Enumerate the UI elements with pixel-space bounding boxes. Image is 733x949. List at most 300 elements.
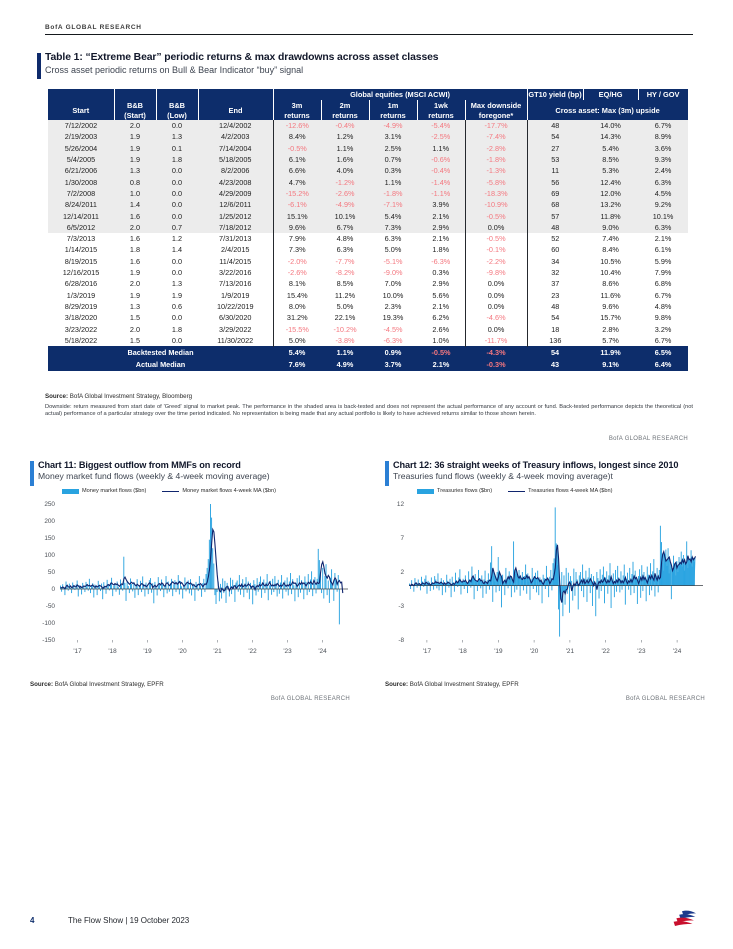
bar	[97, 589, 98, 595]
cell-r2m: -4.9%	[321, 199, 369, 210]
bar	[309, 589, 310, 592]
cell-gt10: 27	[527, 143, 583, 154]
page-number: 4	[30, 916, 35, 925]
y-tick-label: 7	[400, 535, 404, 543]
chart-11-source	[30, 681, 164, 688]
bar	[158, 577, 159, 589]
cell-gt10: 136	[527, 335, 583, 347]
bar	[193, 586, 194, 589]
legend-label-line: Treasuries flows 4-week MA ($bn)	[528, 488, 613, 494]
bar	[413, 586, 414, 592]
cell-maxdown: -0.5%	[465, 211, 527, 222]
cell-hygov: 6.3%	[638, 222, 688, 233]
cell-bb-low: 0.0	[156, 335, 198, 347]
bar	[637, 586, 638, 604]
bar	[123, 557, 124, 589]
cell-start: 7/12/2002	[48, 120, 114, 131]
cell-r1m: -4.5%	[369, 324, 417, 335]
bar	[116, 589, 117, 592]
bar	[271, 589, 272, 595]
x-tick-label: '22	[248, 648, 257, 655]
cell-maxdown: -2.8%	[465, 143, 527, 154]
table-footnote: Downside: return measured from start date of 'Greed' signal to market peak. The performance in the shaded area is back-tested and does not represent the actual performance of any account or fund. Back-tested performance depicts the theoretical (not actual) performance of a particular strategy over the time period indicated. No representation is being made that any actual portfolio is likely to have achieved returns similar to those shown herein.	[45, 403, 693, 417]
bar	[451, 586, 452, 598]
title-accent-bar	[37, 53, 41, 79]
cell-bb-start: 0.8	[114, 177, 156, 188]
cell-bb-low: 0.0	[156, 312, 198, 323]
bar	[599, 586, 600, 599]
cell-r2m: -3.8%	[321, 335, 369, 347]
bar	[649, 586, 650, 596]
cell-r2m: 5.0%	[321, 301, 369, 312]
x-tick-label: '22	[601, 648, 610, 655]
bar	[212, 548, 213, 589]
cell-start: 8/19/2015	[48, 256, 114, 267]
cell-maxdown: -4.6%	[465, 312, 527, 323]
x-tick-label: '24	[672, 648, 682, 655]
legend-label-bars: Treasuries flows ($bn)	[437, 488, 493, 494]
bar	[246, 577, 247, 589]
bar	[630, 586, 631, 596]
table-row	[48, 267, 688, 278]
cell-hygov: 3.6%	[638, 143, 688, 154]
cell-bb-start: 2.0	[114, 278, 156, 289]
bar	[129, 589, 130, 593]
cell-r3m: -0.5%	[273, 143, 321, 154]
bar	[480, 586, 481, 589]
bar	[184, 577, 185, 589]
bar	[526, 586, 527, 594]
bar	[128, 586, 129, 589]
bar	[167, 589, 168, 593]
col-bb-low: B&B (Low)	[156, 100, 198, 120]
bar	[310, 579, 311, 589]
chart-11	[30, 460, 350, 708]
bar	[523, 586, 524, 591]
bar	[231, 589, 232, 594]
bar	[191, 589, 192, 595]
cell-eqhg: 12.4%	[583, 177, 638, 188]
bar	[486, 586, 487, 594]
table-body	[48, 120, 688, 346]
bar	[93, 589, 94, 598]
cell-gt10: 34	[527, 256, 583, 267]
bar	[319, 560, 320, 589]
cell-r2m: 1.2%	[321, 131, 369, 142]
bar	[157, 589, 158, 595]
cell-bb-low: 1.2	[156, 233, 198, 244]
median-maxdown: -4.3%	[465, 347, 527, 360]
bar	[268, 589, 269, 600]
y-tick-label: -150	[42, 637, 55, 645]
bar	[273, 589, 274, 592]
running-head: BofA GLOBAL RESEARCH	[45, 24, 142, 31]
cell-eqhg: 15.7%	[583, 312, 638, 323]
bar	[134, 589, 135, 598]
cell-bb-start: 1.3	[114, 301, 156, 312]
x-tick-label: '17	[73, 648, 82, 655]
cell-bb-start: 2.0	[114, 324, 156, 335]
bar	[587, 586, 588, 602]
table-row	[48, 211, 688, 222]
cell-r3m: -12.6%	[273, 120, 321, 131]
cell-eqhg: 11.6%	[583, 290, 638, 301]
chart-11-source-label: Source:	[30, 681, 54, 688]
bar	[106, 589, 107, 594]
table-row	[48, 199, 688, 210]
table-source-block	[45, 393, 693, 418]
bar	[508, 586, 509, 589]
col-2m-returns: 2m returns	[321, 100, 369, 120]
bar	[574, 586, 575, 596]
cell-gt10: 48	[527, 120, 583, 131]
bar	[642, 586, 643, 591]
cell-bb-start: 1.9	[114, 131, 156, 142]
cell-bb-low: 0.0	[156, 256, 198, 267]
bar	[651, 586, 652, 591]
cell-r3m: 7.3%	[273, 244, 321, 255]
bar	[331, 569, 332, 589]
cell-end: 4/23/2008	[198, 177, 273, 188]
x-tick-label: '21	[565, 648, 575, 655]
bar	[203, 579, 204, 589]
cell-end: 5/18/2005	[198, 154, 273, 165]
y-tick-label: 250	[44, 501, 55, 509]
bar	[224, 581, 225, 589]
bar	[252, 589, 253, 604]
cell-r1m: -5.1%	[369, 256, 417, 267]
cell-r3m: 31.2%	[273, 312, 321, 323]
cell-r1m: 5.0%	[369, 244, 417, 255]
cell-start: 12/14/2011	[48, 211, 114, 222]
table-row	[48, 312, 688, 323]
bar	[514, 586, 515, 593]
bar	[313, 584, 314, 589]
cell-r1wk: 2.9%	[417, 278, 465, 289]
cell-r3m: 9.6%	[273, 222, 321, 233]
cell-r3m: -6.1%	[273, 199, 321, 210]
bar	[489, 586, 490, 590]
y-tick-label: 2	[400, 569, 404, 577]
bar	[256, 589, 257, 595]
group-gt10-yield: GT10 yield (bp)	[528, 90, 582, 99]
cell-bb-start: 1.6	[114, 211, 156, 222]
bar	[333, 589, 334, 601]
cell-bb-start: 1.9	[114, 267, 156, 278]
cell-gt10: 56	[527, 177, 583, 188]
chart-12-source	[385, 681, 519, 688]
group-hy-gov: HY / GOV	[638, 89, 688, 100]
bar	[558, 586, 559, 610]
bar	[188, 581, 189, 590]
cell-bb-low: 1.8	[156, 324, 198, 335]
bar	[249, 589, 250, 599]
cell-maxdown: 0.0%	[465, 324, 527, 335]
line-swatch-icon	[508, 491, 525, 492]
line-swatch-icon	[162, 491, 179, 492]
table-column-header-row	[48, 100, 688, 120]
cell-r2m: -0.4%	[321, 120, 369, 131]
bar	[297, 578, 298, 589]
median-label: Backtested Median	[48, 347, 273, 360]
source-text: BofA Global Investment Strategy, Bloomberg	[68, 393, 193, 400]
bar	[234, 589, 235, 602]
bar	[324, 576, 325, 589]
bar	[82, 583, 83, 589]
bar	[551, 586, 552, 591]
bar	[640, 586, 641, 598]
cell-end: 7/18/2012	[198, 222, 273, 233]
median-row	[48, 359, 688, 371]
bar	[282, 589, 283, 599]
bar	[595, 586, 596, 617]
x-tick-label: '23	[637, 648, 646, 655]
cell-gt10: 54	[527, 312, 583, 323]
group-global-equities: Global equities (MSCI ACWI)	[273, 89, 527, 100]
bar	[151, 589, 152, 593]
col-max-downside-foregone: Max downside foregone*	[465, 100, 527, 120]
cell-eqhg: 12.0%	[583, 188, 638, 199]
bar	[583, 586, 584, 598]
cell-bb-low: 1.9	[156, 290, 198, 301]
cell-r3m: 8.4%	[273, 131, 321, 142]
bar	[293, 585, 294, 589]
chart-11-accent-bar	[30, 461, 34, 486]
cell-bb-low: 1.8	[156, 154, 198, 165]
cell-start: 7/3/2013	[48, 233, 114, 244]
cell-r2m: 6.7%	[321, 222, 369, 233]
cell-start: 5/18/2022	[48, 335, 114, 347]
x-tick-label: '20	[529, 648, 539, 655]
bar	[592, 586, 593, 606]
table-row	[48, 120, 688, 131]
table-row	[48, 290, 688, 301]
cell-gt10: 60	[527, 244, 583, 255]
cell-end: 8/2/2006	[198, 165, 273, 176]
y-tick-label: 100	[44, 552, 55, 560]
x-tick-label: '18	[458, 648, 467, 655]
cell-hygov: 2.4%	[638, 165, 688, 176]
cell-start: 6/28/2016	[48, 278, 114, 289]
cell-start: 8/29/2019	[48, 301, 114, 312]
cell-end: 1/9/2019	[198, 290, 273, 301]
chart-12-source-label: Source:	[385, 681, 409, 688]
median-row	[48, 347, 688, 360]
bar	[201, 589, 202, 597]
bar	[312, 589, 313, 596]
cell-hygov: 10.1%	[638, 211, 688, 222]
cell-end: 7/14/2004	[198, 143, 273, 154]
col-bb-start: B&B (Start)	[114, 100, 156, 120]
cell-r3m: 6.1%	[273, 154, 321, 165]
bar	[207, 568, 208, 589]
bar	[290, 573, 291, 589]
cell-r1m: 0.7%	[369, 154, 417, 165]
cell-bb-start: 1.6	[114, 256, 156, 267]
median-r1m: 3.7%	[369, 359, 417, 371]
cell-r1wk: 1.8%	[417, 244, 465, 255]
cell-end: 4/2/2003	[198, 131, 273, 142]
bar	[292, 579, 293, 589]
bar	[119, 589, 120, 595]
cell-r2m: -2.6%	[321, 188, 369, 199]
bar	[433, 586, 434, 590]
chart-12-header	[385, 460, 705, 481]
bar	[561, 572, 562, 586]
cell-bb-low: 0.7	[156, 222, 198, 233]
cell-r3m: 15.1%	[273, 211, 321, 222]
y-tick-label: 200	[44, 518, 55, 526]
cell-maxdown: -7.4%	[465, 131, 527, 142]
cell-r1m: 0.3%	[369, 165, 417, 176]
bar	[581, 586, 582, 591]
cell-bb-start: 1.9	[114, 143, 156, 154]
cell-eqhg: 7.4%	[583, 233, 638, 244]
bar	[461, 586, 462, 595]
bar	[611, 586, 612, 608]
bar	[159, 585, 160, 589]
cell-maxdown: 0.0%	[465, 278, 527, 289]
cell-r1m: -6.3%	[369, 335, 417, 347]
cell-r1m: 3.1%	[369, 131, 417, 142]
cell-eqhg: 9.6%	[583, 301, 638, 312]
cell-r3m: 7.9%	[273, 233, 321, 244]
cell-r3m: -15.5%	[273, 324, 321, 335]
cell-bb-low: 0.0	[156, 120, 198, 131]
cell-r2m: 1.6%	[321, 154, 369, 165]
bar	[240, 589, 241, 595]
table-row	[48, 256, 688, 267]
bar	[329, 589, 330, 603]
cell-start: 2/19/2003	[48, 131, 114, 142]
cell-gt10: 18	[527, 324, 583, 335]
cell-r1wk: 0.3%	[417, 267, 465, 278]
y-tick-label: -100	[42, 620, 55, 628]
bar	[206, 574, 207, 589]
bofa-logo	[661, 909, 703, 929]
cell-r1m: 6.3%	[369, 233, 417, 244]
bar	[298, 589, 299, 597]
bar	[166, 576, 167, 589]
cell-r1m: 10.0%	[369, 290, 417, 301]
bar	[654, 586, 655, 597]
cell-maxdown: -9.8%	[465, 267, 527, 278]
bar	[548, 586, 549, 598]
bar	[217, 589, 218, 592]
table-row	[48, 188, 688, 199]
bar	[194, 589, 195, 601]
cell-eqhg: 9.0%	[583, 222, 638, 233]
cell-gt10: 23	[527, 290, 583, 301]
bar	[200, 585, 201, 589]
bar	[671, 586, 672, 600]
bar	[113, 586, 114, 589]
chart-11-svg	[30, 498, 350, 658]
bar	[210, 504, 211, 589]
cell-r2m: 22.1%	[321, 312, 369, 323]
chart-11-legend	[30, 488, 350, 494]
bar	[112, 589, 113, 596]
cell-start: 3/18/2020	[48, 312, 114, 323]
bar	[439, 586, 440, 591]
bar	[321, 589, 322, 593]
group-eq-hg: EQ/HG	[583, 89, 638, 100]
x-tick-label: '17	[422, 648, 432, 655]
bar	[287, 577, 288, 589]
bar	[316, 589, 317, 593]
bar	[71, 589, 72, 593]
cell-bb-start: 1.6	[114, 233, 156, 244]
table-title-block	[45, 52, 695, 75]
cell-hygov: 7.9%	[638, 267, 688, 278]
bar	[628, 586, 629, 590]
cell-maxdown: -2.2%	[465, 256, 527, 267]
cell-end: 11/4/2015	[198, 256, 273, 267]
bar	[291, 589, 292, 594]
chart-12-subtitle: Treasuries fund flows (weekly & 4-week moving average)t	[393, 471, 613, 481]
bar	[464, 586, 465, 589]
bar	[243, 589, 244, 597]
bar	[283, 585, 284, 589]
group-blank-2	[114, 89, 156, 100]
chart-11-header	[30, 460, 350, 481]
cell-bb-low: 0.6	[156, 301, 198, 312]
median-r3m: 7.6%	[273, 359, 321, 371]
cell-start: 1/30/2008	[48, 177, 114, 188]
table-source-line	[45, 393, 693, 401]
cell-bb-low: 1.3	[156, 278, 198, 289]
cell-eqhg: 8.5%	[583, 154, 638, 165]
bar	[72, 583, 73, 589]
bar	[596, 572, 597, 586]
cell-r3m: 8.1%	[273, 278, 321, 289]
bar	[307, 589, 308, 595]
bar	[533, 586, 534, 589]
x-tick-label: '23	[283, 648, 292, 655]
bar	[467, 586, 468, 593]
cell-r1wk: -0.4%	[417, 165, 465, 176]
cell-hygov: 9.2%	[638, 199, 688, 210]
bar	[260, 576, 261, 589]
cell-r2m: 10.1%	[321, 211, 369, 222]
cell-r1m: 2.3%	[369, 301, 417, 312]
cell-gt10: 11	[527, 165, 583, 176]
cell-bb-low: 1.3	[156, 131, 198, 142]
cell-maxdown: 0.0%	[465, 222, 527, 233]
chart-12	[385, 460, 705, 708]
cell-r3m: -2.0%	[273, 256, 321, 267]
cell-bb-low: 0.0	[156, 199, 198, 210]
cell-hygov: 3.2%	[638, 324, 688, 335]
cell-r1m: 7.0%	[369, 278, 417, 289]
table-title: Table 1: “Extreme Bear” periodic returns & max drawdowns across asset classes	[45, 52, 439, 63]
chart-12-bofa-mark: BofA GLOBAL RESEARCH	[625, 696, 705, 702]
cell-bb-low: 0.1	[156, 143, 198, 154]
cell-r1wk: -6.3%	[417, 256, 465, 267]
cell-end: 4/29/2009	[198, 188, 273, 199]
bar	[279, 589, 280, 594]
cell-bb-start: 1.9	[114, 290, 156, 301]
cell-r1wk: 2.1%	[417, 233, 465, 244]
table-row	[48, 143, 688, 154]
bar	[176, 589, 177, 592]
bar	[238, 589, 239, 592]
cell-start: 6/5/2012	[48, 222, 114, 233]
table-row	[48, 233, 688, 244]
cell-end: 7/13/2016	[198, 278, 273, 289]
cell-eqhg: 10.4%	[583, 267, 638, 278]
cell-hygov: 9.3%	[638, 154, 688, 165]
